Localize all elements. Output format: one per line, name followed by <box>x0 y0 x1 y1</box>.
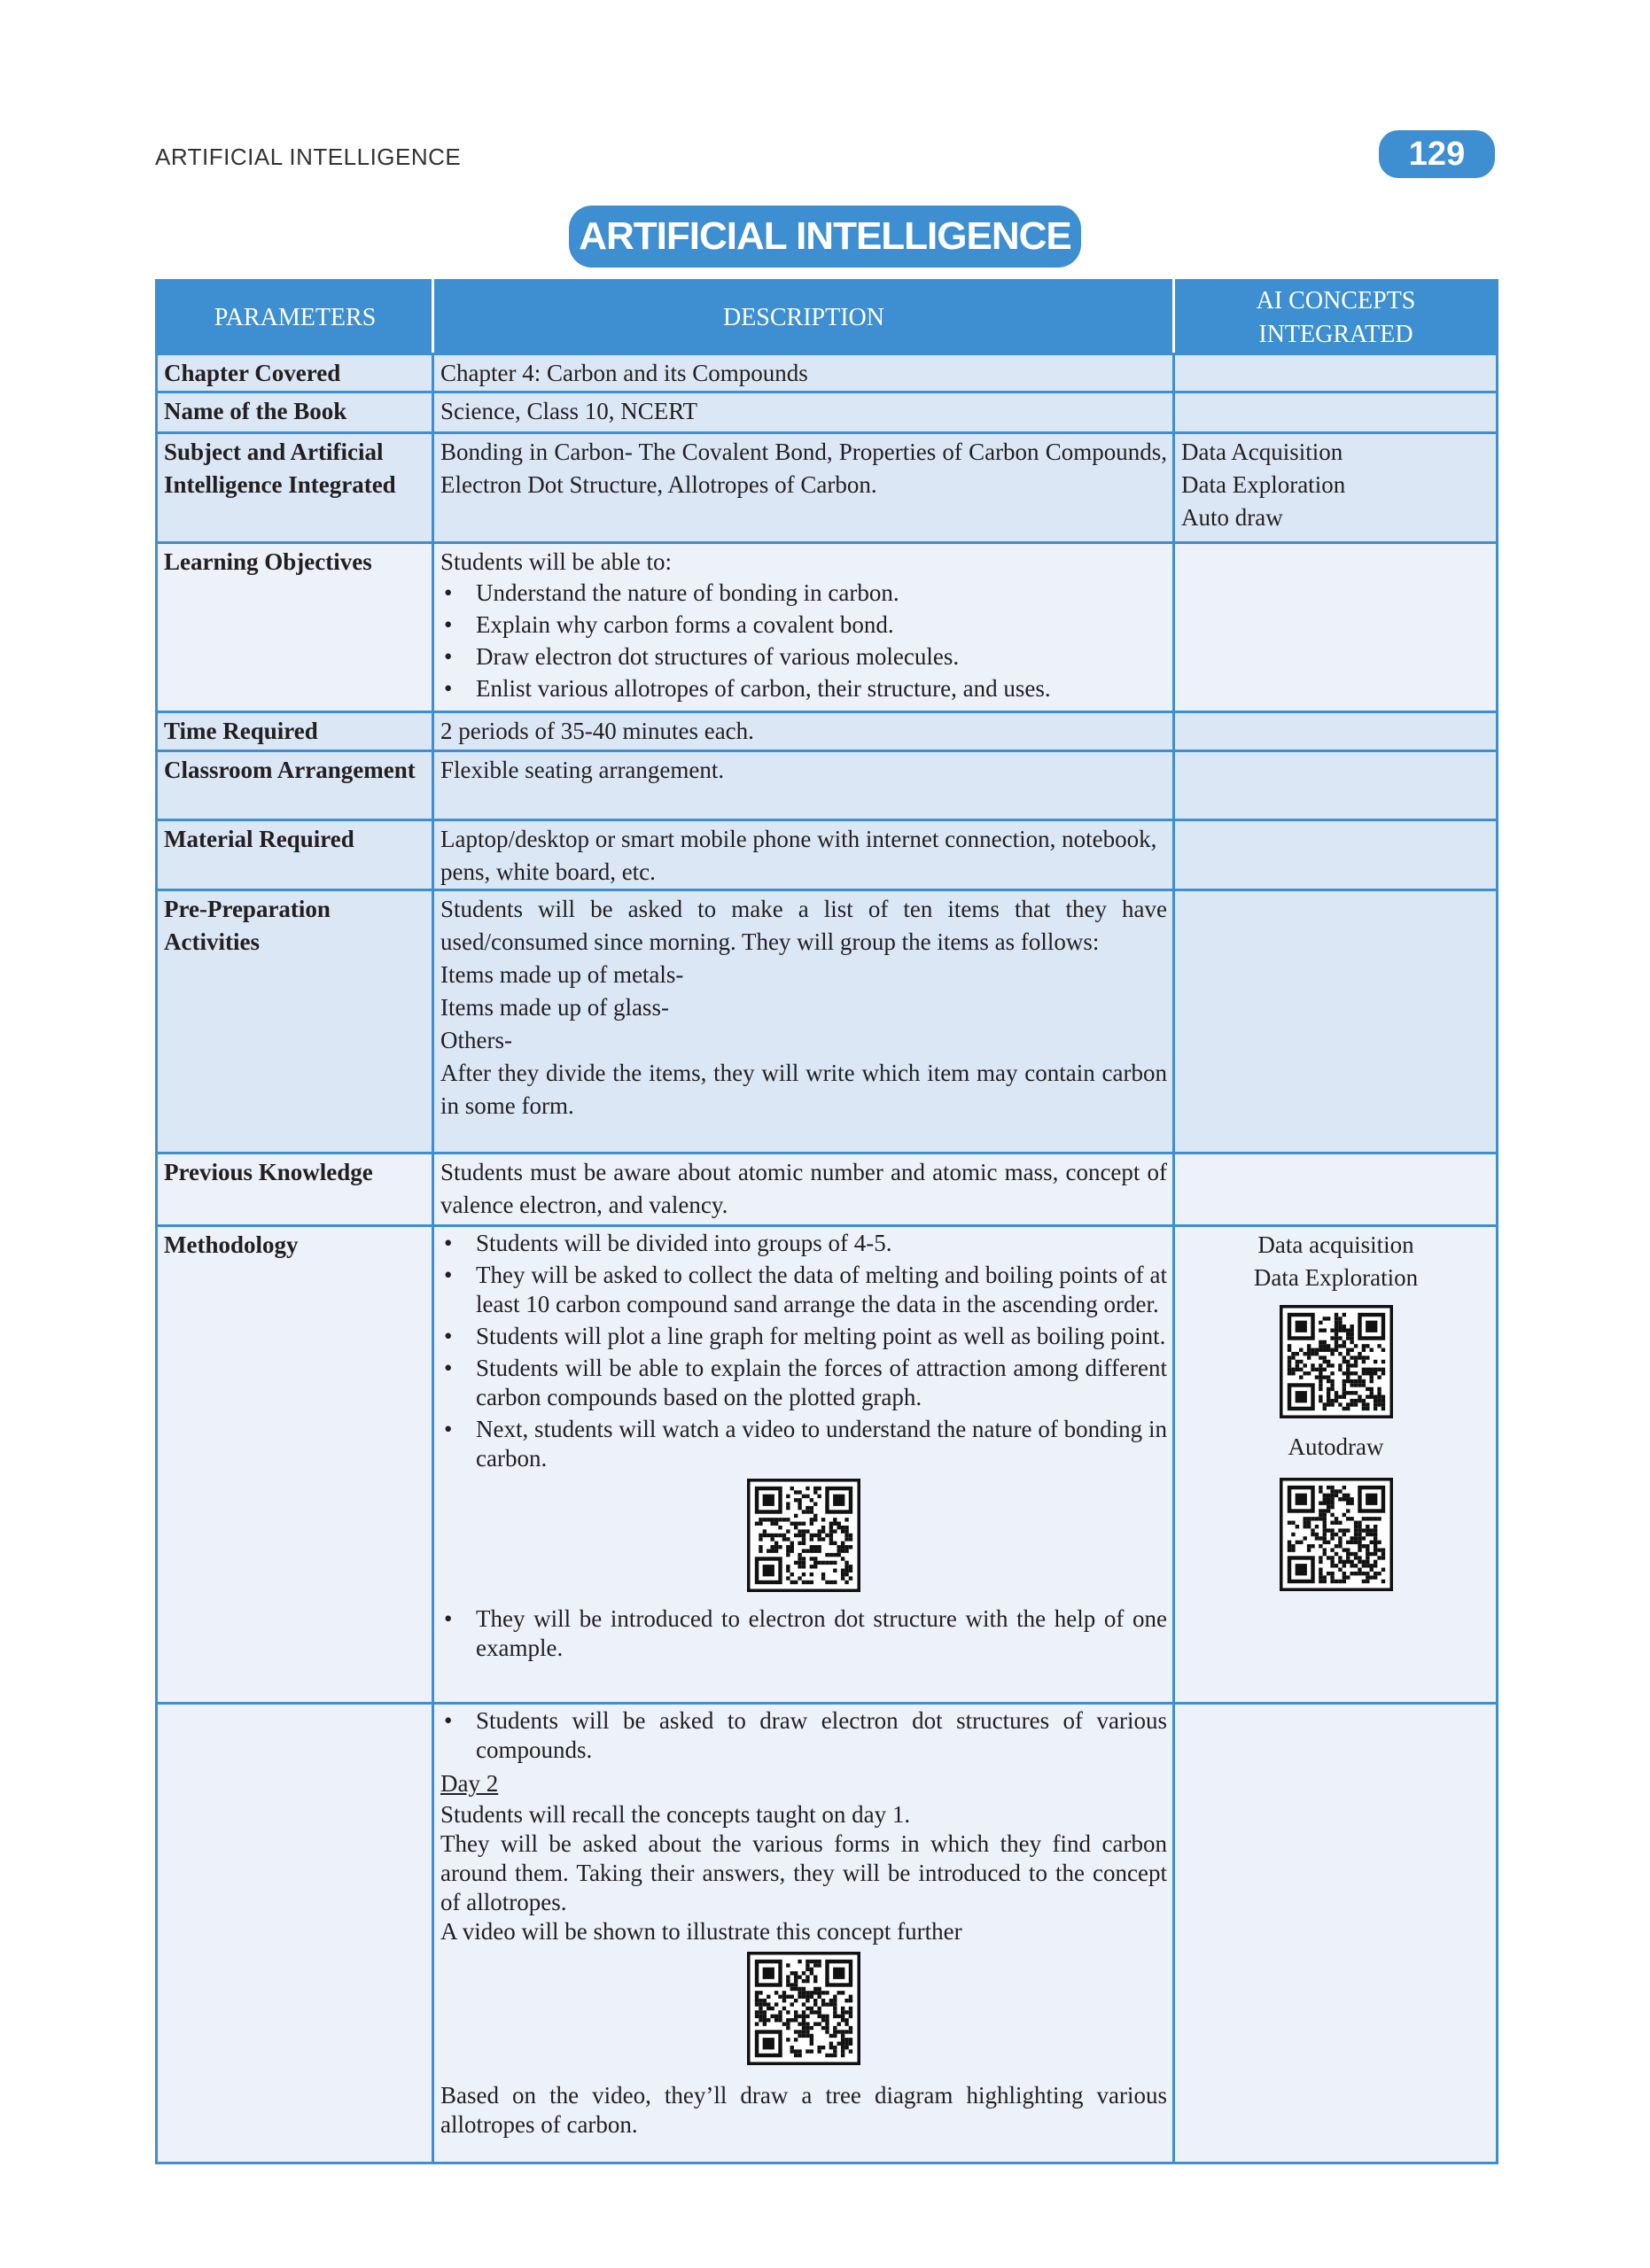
objectives-list <box>440 579 1167 703</box>
ai-concept-autodraw: Autodraw <box>1288 1433 1384 1460</box>
list-item: • They will be introduced to electron dot structure with the help of one example. <box>440 1604 1167 1663</box>
desc-cell: Flexible seating arrangement. <box>433 751 1174 820</box>
list-item: • Students will be divided into groups of 4-5. <box>440 1229 1167 1258</box>
desc-cell: Chapter 4: Carbon and its Compounds <box>433 354 1174 392</box>
column-header-description: DESCRIPTION <box>433 281 1174 354</box>
day2-line: Students will recall the concepts taught on day 1. <box>440 1801 911 1828</box>
desc-cell: 2 periods of 35-40 minutes each. <box>433 712 1174 751</box>
desc-cell <box>433 1704 1174 2163</box>
desc-cell: Bonding in Carbon- The Covalent Bond, Properties of Carbon Compounds, Electron Dot Structure, Allotropes of Carbon. <box>433 433 1174 543</box>
ai-cell <box>1174 392 1498 433</box>
day2-after-qr: Based on the video, they’ll draw a tree diagram highlighting various allotropes of carbon. <box>440 2082 1167 2138</box>
objectives-intro: Students will be able to: <box>440 548 672 575</box>
continued-list <box>440 1706 1167 1765</box>
ai-cell <box>1174 433 1498 543</box>
ai-cell <box>1174 1226 1498 1704</box>
page-number-badge: 129 <box>1379 130 1495 178</box>
table-row <box>157 543 1498 712</box>
day2-line: A video will be shown to illustrate this concept further <box>440 1918 962 1945</box>
ai-cell <box>1174 1153 1498 1226</box>
qr-code-video-allotropes[interactable] <box>747 1952 860 2065</box>
desc-cell <box>433 890 1174 1153</box>
prep-line: Others- <box>440 1027 512 1053</box>
param-cell: Learning Objectives <box>157 543 433 712</box>
desc-cell: Science, Class 10, NCERT <box>433 392 1174 433</box>
param-cell: Time Required <box>157 712 433 751</box>
table-row <box>157 433 1498 543</box>
table-row <box>157 820 1498 890</box>
methodology-list <box>440 1229 1167 1473</box>
ai-cell <box>1174 543 1498 712</box>
table-row <box>157 1226 1498 1704</box>
ai-concept: Data Exploration <box>1181 471 1346 498</box>
table-row <box>157 890 1498 1153</box>
param-cell: Subject and Artificial Intelligence Integrated <box>157 433 433 543</box>
ai-cell <box>1174 1704 1498 2163</box>
param-cell: Pre-Preparation Activities <box>157 890 433 1153</box>
param-cell <box>157 1704 433 2163</box>
prep-line: Items made up of glass- <box>440 994 669 1021</box>
methodology-list-cont <box>440 1604 1167 1663</box>
qr-code-data-tool[interactable] <box>1280 1305 1393 1418</box>
desc-cell: Students must be aware about atomic number and atomic mass, concept of valence electron, and valency. <box>433 1153 1174 1226</box>
ai-cell <box>1174 712 1498 751</box>
table-row <box>157 392 1498 433</box>
ai-concept: Auto draw <box>1181 504 1283 531</box>
param-cell: Material Required <box>157 820 433 890</box>
list-item: • Students will plot a line graph for melting point as well as boiling point. <box>440 1322 1167 1351</box>
section-title: ARTIFICIAL INTELLIGENCE <box>569 206 1081 268</box>
table-row <box>157 354 1498 392</box>
param-cell: Chapter Covered <box>157 354 433 392</box>
ai-concept: Data acquisition <box>1257 1231 1414 1258</box>
day2-heading: Day 2 <box>440 1770 499 1797</box>
table-row <box>157 751 1498 820</box>
column-header-parameters: PARAMETERS <box>157 281 433 354</box>
list-item: • Explain why carbon forms a covalent bond. <box>440 610 1167 640</box>
ai-cell <box>1174 820 1498 890</box>
ai-concept: Data Exploration <box>1253 1264 1419 1291</box>
column-header-ai-concepts: AI CONCEPTS INTEGRATED <box>1174 281 1498 354</box>
list-item: • They will be asked to collect the data of melting and boiling points of at least 10 carbon compound sand arrange the data in the ascending order. <box>440 1261 1167 1319</box>
qr-code-video-bonding[interactable] <box>747 1479 860 1592</box>
param-cell: Methodology <box>157 1226 433 1704</box>
header-row <box>157 281 1498 354</box>
prep-line: Items made up of metals- <box>440 961 684 988</box>
lesson-plan-table <box>155 279 1498 2164</box>
table-row <box>157 1704 1498 2163</box>
prep-line: After they divide the items, they will write which item may contain carbon in some form. <box>440 1060 1167 1119</box>
desc-cell: Laptop/desktop or smart mobile phone with internet connection, notebook, pens, white board, etc. <box>433 820 1174 890</box>
table-row <box>157 712 1498 751</box>
list-item: • Next, students will watch a video to understand the nature of bonding in carbon. <box>440 1415 1167 1473</box>
list-item: • Students will be able to explain the forces of attraction among different carbon compounds based on the plotted graph. <box>440 1354 1167 1412</box>
desc-cell <box>433 543 1174 712</box>
ai-concept: Data Acquisition <box>1181 439 1343 465</box>
running-header: ARTIFICIAL INTELLIGENCE <box>155 144 462 170</box>
day2-line: They will be asked about the various forms in which they find carbon around them. Taking their answers, they will be introduced to the concept of allotropes. <box>440 1830 1167 1915</box>
list-item: • Enlist various allotropes of carbon, their structure, and uses. <box>440 674 1167 703</box>
ai-cell <box>1174 354 1498 392</box>
desc-cell <box>433 1226 1174 1704</box>
param-cell: Name of the Book <box>157 392 433 433</box>
param-cell: Previous Knowledge <box>157 1153 433 1226</box>
list-item: • Draw electron dot structures of various molecules. <box>440 642 1167 672</box>
ai-cell <box>1174 890 1498 1153</box>
qr-code-autodraw[interactable] <box>1280 1478 1393 1591</box>
prep-line: Students will be asked to make a list of ten items that they have used/consumed since morning. They will group the items as follows: <box>440 896 1167 955</box>
ai-cell <box>1174 751 1498 820</box>
table-row <box>157 1153 1498 1226</box>
param-cell: Classroom Arrangement <box>157 751 433 820</box>
list-item: • Students will be asked to draw electron dot structures of various compounds. <box>440 1706 1167 1765</box>
list-item: • Understand the nature of bonding in carbon. <box>440 579 1167 608</box>
